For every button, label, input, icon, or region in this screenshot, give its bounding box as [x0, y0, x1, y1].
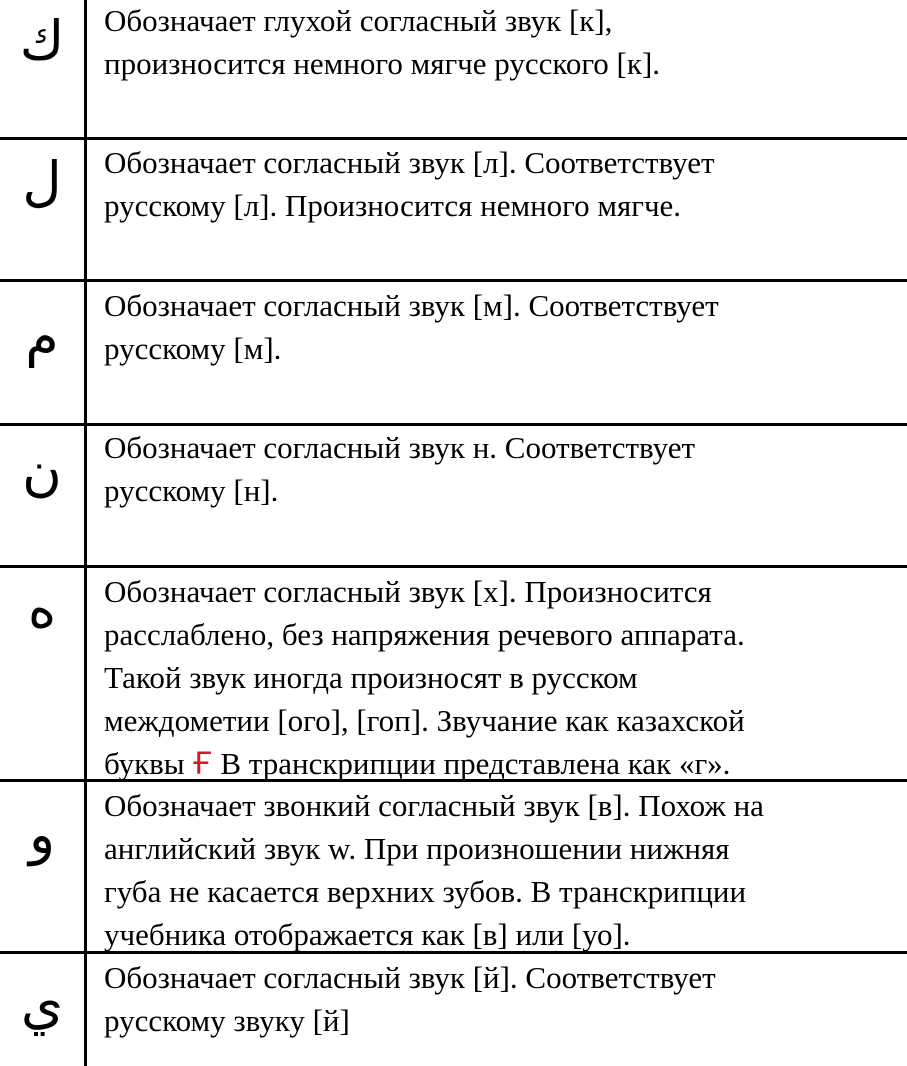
letter-description-kaf [104, 0, 904, 85]
letter-description-mim [104, 284, 904, 370]
description-line: учебника отображается как [в] или [уо]. [104, 917, 631, 952]
arabic-letter-nun: ن [22, 440, 62, 503]
description-line: Такой звук иногда произносят в русском [104, 660, 638, 695]
letter-description-nun [104, 426, 904, 512]
letter-description-ha [104, 570, 904, 786]
description-line [104, 742, 904, 786]
description-text: буквы [104, 746, 185, 781]
letter-description-waw [104, 784, 904, 956]
description-line: Обозначает звонкий согласный звук [в]. Похож на [104, 788, 764, 823]
description-line: английский звук w. При произношении нижняя [104, 831, 730, 866]
arabic-letter-ha: ه [27, 577, 57, 640]
description-line: Обозначает согласный звук [л]. Соответствует [104, 145, 715, 180]
description-line: Обозначает согласный звук н. Соответствует [104, 430, 696, 465]
description-line: Обозначает глухой согласный звук [к], [104, 3, 613, 38]
description-line: русскому [л]. Произносится немного мягче. [104, 188, 682, 223]
letter-description-lam [104, 141, 904, 227]
column-divider [84, 0, 87, 1066]
description-line: расслаблено, без напряжения речевого аппарата. [104, 617, 745, 652]
row-divider [0, 565, 907, 568]
description-line: Обозначает согласный звук [х]. Произносится [104, 574, 712, 609]
arabic-letter-ya: ي [20, 973, 64, 1036]
arabic-letter-lam: ل [22, 150, 62, 213]
kazakh-letter-highlight: Ғ [192, 747, 213, 782]
description-text: В транскрипции представлена как «г». [220, 746, 731, 781]
row-divider [0, 137, 907, 140]
letter-description-ya [104, 956, 904, 1042]
description-line: Обозначает согласный звук [м]. Соответствует [104, 288, 719, 323]
arabic-letter-kaf: ك [19, 9, 65, 72]
description-line: русскому [м]. [104, 331, 282, 366]
row-divider [0, 279, 907, 282]
description-line: губа не касается верхних зубов. В транскрипции [104, 874, 747, 909]
description-line: междометии [ого], [гоп]. Звучание как казахской [104, 703, 745, 738]
arabic-letter-mim: م [25, 305, 59, 368]
arabic-letter-waw: و [28, 803, 56, 866]
description-line: Обозначает согласный звук [й]. Соответствует [104, 960, 716, 995]
description-line: русскому звуку [й] [104, 1003, 350, 1038]
description-line: произносится немного мягче русского [к]. [104, 46, 661, 81]
description-line: русскому [н]. [104, 473, 279, 508]
